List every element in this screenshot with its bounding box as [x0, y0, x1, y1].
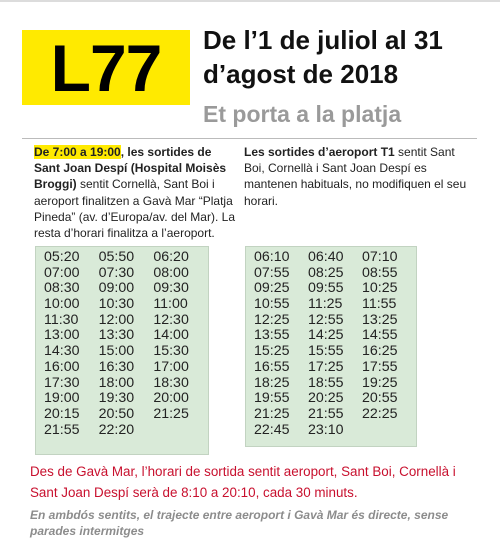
- right-time-cell: 17:25: [308, 358, 344, 375]
- left-time-cell: 16:00: [44, 358, 80, 375]
- left-time-cell: 14:00: [153, 327, 189, 344]
- right-description: [244, 144, 472, 209]
- left-time-cell: 08:30: [44, 280, 80, 297]
- page-title: [203, 23, 493, 91]
- right-time-cell: 07:55: [254, 264, 290, 281]
- left-time-cell: 06:20: [153, 249, 189, 265]
- right-time-cell: 10:25: [362, 280, 398, 297]
- footer-note: En ambdós sentits, el trajecte entre aeroport i Gavà Mar és directe, sense parades intermitges: [30, 508, 449, 538]
- right-time-cell: 11:55: [362, 296, 397, 313]
- right-time-cell: 13:55: [254, 327, 290, 344]
- left-time-cell: 13:00: [44, 327, 80, 344]
- left-time-cell: 10:00: [44, 296, 80, 313]
- left-desc-text: sentit Cornellà, Sant Boi i aeroport finalitzen a Gavà Mar “Platja Pineda” (av. d’Europa/av. del Mar). La resta d’horari finalitza a l’aeroport.: [34, 177, 235, 241]
- right-time-cell: 22:25: [362, 405, 398, 422]
- left-time-cell: 20:00: [153, 390, 189, 407]
- right-time-cell: 15:25: [254, 343, 290, 360]
- left-description: [34, 144, 239, 241]
- right-time-cell: 11:25: [308, 296, 343, 313]
- right-time-cell: 22:45: [254, 421, 290, 438]
- left-time-cell: 20:50: [98, 405, 135, 422]
- left-time-cell: 10:30: [98, 296, 135, 313]
- right-time-cell: 13:25: [362, 311, 398, 328]
- left-time-cell: 15:00: [98, 343, 135, 360]
- timetable-right-grid: [246, 247, 416, 438]
- left-time-cell: 08:00: [153, 264, 189, 281]
- left-time-cell: 21:25: [153, 405, 189, 422]
- timetable-right: [245, 246, 417, 447]
- left-time-cell: 18:00: [98, 374, 135, 391]
- left-time-cell: 12:30: [153, 311, 189, 328]
- right-time-cell: 14:55: [362, 327, 398, 344]
- top-divider: [0, 0, 500, 2]
- right-time-cell: 10:55: [254, 296, 290, 313]
- page-subtitle: Et porta a la platja: [203, 101, 402, 127]
- timetable-left: [35, 246, 209, 455]
- right-time-cell: 09:55: [308, 280, 344, 297]
- line-badge: [22, 30, 190, 105]
- right-time-cell: 06:40: [308, 249, 344, 265]
- right-time-cell: 18:55: [308, 374, 344, 391]
- left-time-cell: 12:00: [98, 311, 135, 328]
- left-time-cell: 17:30: [44, 374, 80, 391]
- left-time-cell: 19:30: [98, 390, 135, 407]
- left-time-cell: 22:20: [98, 421, 135, 438]
- right-time-cell: 12:55: [308, 311, 344, 328]
- right-time-cell: 21:25: [254, 405, 290, 422]
- title-line-1: De l’1 de juliol al 31: [203, 25, 443, 55]
- right-time-cell: 19:25: [362, 374, 398, 391]
- right-time-cell: 16:55: [254, 358, 290, 375]
- right-time-cell: 06:10: [254, 249, 290, 265]
- left-time-cell: 13:30: [98, 327, 135, 344]
- section-divider: [22, 138, 477, 139]
- right-time-cell: 14:25: [308, 327, 344, 344]
- right-time-cell: 18:25: [254, 374, 290, 391]
- right-time-cell: 20:55: [362, 390, 398, 407]
- left-time-cell: 09:30: [153, 280, 189, 297]
- left-time-cell: 07:00: [44, 264, 80, 281]
- line-number: L77: [50, 30, 162, 105]
- left-time-cell: 15:30: [153, 343, 189, 360]
- right-desc-text: sentit Sant Boi, Cornellà i Sant Joan Despí es mantenen habituals, no modifiquen el seu horari.: [244, 145, 467, 208]
- left-time-cell: 09:00: [98, 280, 135, 297]
- left-time-cell: 14:30: [44, 343, 80, 360]
- left-time-cell: 19:00: [44, 390, 80, 407]
- right-time-cell: 08:25: [308, 264, 344, 281]
- right-time-cell: 09:25: [254, 280, 290, 297]
- right-time-cell: 23:10: [308, 421, 344, 438]
- right-time-cell: 12:25: [254, 311, 290, 328]
- left-time-cell: 11:30: [44, 311, 79, 328]
- left-time-cell: 05:20: [44, 249, 80, 265]
- left-time-cell: 18:30: [153, 374, 189, 391]
- time-range-highlight: De 7:00 a 19:00: [34, 145, 121, 159]
- right-time-cell: 07:10: [362, 249, 398, 265]
- left-time-cell: 17:00: [153, 358, 189, 375]
- right-time-cell: 08:55: [362, 264, 398, 281]
- left-time-cell: 11:00: [153, 296, 188, 313]
- left-time-cell: 16:30: [98, 358, 135, 375]
- left-time-cell: 05:50: [98, 249, 135, 265]
- right-time-cell: 15:55: [308, 343, 344, 360]
- title-line-2: d’agost de 2018: [203, 59, 399, 89]
- right-time-cell: 21:55: [308, 405, 344, 422]
- right-time-cell: 19:55: [254, 390, 290, 407]
- left-desc-bold: , les sortides de Sant Joan Despí (Hospital Moisès Broggi): [34, 145, 227, 192]
- timetable-left-grid: [36, 247, 208, 438]
- right-time-cell: 17:55: [362, 358, 398, 375]
- right-time-cell: 16:25: [362, 343, 398, 360]
- right-desc-bold: Les sortides d’aeroport T1: [244, 145, 395, 159]
- left-time-cell: 21:55: [44, 421, 80, 438]
- left-time-cell: 20:15: [44, 405, 80, 422]
- gava-mar-note: Des de Gavà Mar, l’horari de sortida sentit aeroport, Sant Boi, Cornellà i Sant Joan Despí serà de 8:10 a 20:10, cada 30 minuts.: [30, 464, 456, 500]
- left-time-cell: 07:30: [98, 264, 135, 281]
- right-time-cell: 20:25: [308, 390, 344, 407]
